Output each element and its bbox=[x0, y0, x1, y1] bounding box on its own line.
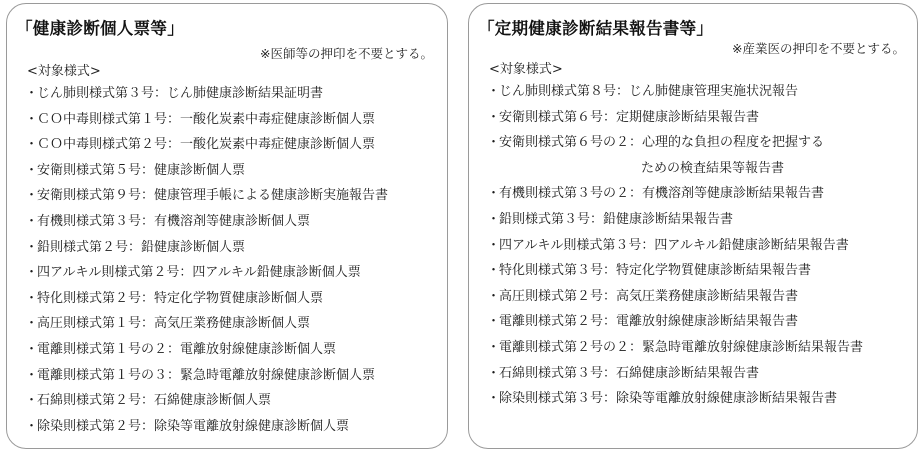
list-item bbox=[487, 210, 913, 236]
list-item bbox=[25, 263, 443, 289]
list-item bbox=[25, 84, 443, 110]
bullet: ・ bbox=[487, 314, 501, 330]
bullet: ・ bbox=[487, 339, 501, 355]
list-item bbox=[487, 287, 913, 313]
form-list bbox=[487, 82, 913, 415]
list-item-text: 石綿則様式第３号：石綿健康診断結果報告書 bbox=[499, 365, 760, 381]
bullet: ・ bbox=[487, 135, 501, 151]
list-item-text: ＣＯ中毒則様式第２号：一酸化炭素中毒症健康診断個人票 bbox=[37, 137, 376, 153]
list-item bbox=[25, 212, 443, 238]
list-item-text: 有機則様式第３号の２：有機溶剤等健康診断結果報告書 bbox=[499, 186, 825, 202]
bullet: ・ bbox=[487, 186, 501, 202]
bullet: ・ bbox=[487, 391, 501, 407]
list-item bbox=[25, 314, 443, 340]
panel-title: 「定期健康診断結果報告書等」 bbox=[478, 19, 714, 38]
list-item bbox=[25, 417, 443, 443]
list-item-text: 電離則様式第２号：電離放射線健康診断結果報告書 bbox=[499, 314, 799, 330]
list-item bbox=[487, 338, 913, 364]
list-item bbox=[487, 133, 913, 159]
bullet: ・ bbox=[487, 263, 501, 279]
bullet: ・ bbox=[25, 86, 39, 101]
list-item-text: 特化則様式第２号：特定化学物質健康診断個人票 bbox=[37, 290, 324, 306]
list-item-text: 石綿則様式第２号：石綿健康診断個人票 bbox=[37, 393, 272, 409]
list-item-text: 鉛則様式第３号：鉛健康診断結果報告書 bbox=[499, 211, 734, 227]
bullet: ・ bbox=[25, 418, 39, 434]
list-item-text: 鉛則様式第２号：鉛健康診断個人票 bbox=[37, 239, 246, 255]
list-item-text: 安衛則様式第６号の２：心理的な負担の程度を把握する bbox=[499, 135, 825, 151]
list-item bbox=[487, 108, 913, 134]
list-item bbox=[487, 261, 913, 287]
list-item bbox=[25, 161, 443, 187]
bullet: ・ bbox=[25, 213, 39, 229]
seal-note: ※産業医の押印を不要とする。 bbox=[732, 41, 905, 56]
list-item bbox=[487, 389, 913, 415]
form-list bbox=[25, 84, 443, 442]
bullet: ・ bbox=[25, 111, 39, 127]
bullet: ・ bbox=[25, 290, 39, 306]
list-item bbox=[487, 236, 913, 262]
list-item bbox=[25, 366, 443, 392]
bullet: ・ bbox=[25, 137, 39, 153]
list-item-text: 四アルキル則様式第２号：四アルキル鉛健康診断個人票 bbox=[37, 265, 361, 281]
bullet: ・ bbox=[487, 109, 501, 125]
list-item-text: 除染則様式第２号：除染等電離放射線健康診断個人票 bbox=[37, 418, 350, 434]
list-item-text: 有機則様式第３号：有機溶剤等健康診断個人票 bbox=[37, 213, 311, 229]
bullet: ・ bbox=[487, 211, 501, 227]
list-item bbox=[25, 186, 443, 212]
bullet: ・ bbox=[25, 316, 39, 332]
list-item-text: 電離則様式第１号の２：電離放射線健康診断個人票 bbox=[37, 341, 337, 357]
list-item bbox=[487, 82, 913, 108]
bullet: ・ bbox=[25, 367, 39, 383]
list-item-text: じん肺則様式第３号：じん肺健康診断結果証明書 bbox=[37, 86, 324, 101]
target-forms-heading: <対象様式> bbox=[489, 62, 563, 77]
list-item bbox=[25, 391, 443, 417]
list-item bbox=[487, 184, 913, 210]
bullet: ・ bbox=[25, 239, 39, 255]
list-item-text: 安衛則様式第５号：健康診断個人票 bbox=[37, 162, 246, 178]
list-item-text: 電離則様式第１号の３：緊急時電離放射線健康診断個人票 bbox=[37, 367, 376, 383]
list-item-text: 高圧則様式第１号：高気圧業務健康診断個人票 bbox=[37, 316, 311, 332]
list-item bbox=[25, 238, 443, 264]
list-item-text: じん肺則様式第８号：じん肺健康管理実施状況報告 bbox=[499, 84, 799, 99]
list-item-text: 除染則様式第３号：除染等電離放射線健康診断結果報告書 bbox=[499, 391, 838, 407]
list-item bbox=[25, 110, 443, 136]
bullet: ・ bbox=[25, 265, 39, 281]
panel-health-exam-records bbox=[6, 3, 448, 449]
target-forms-heading: <対象様式> bbox=[27, 64, 101, 79]
bullet: ・ bbox=[25, 393, 39, 409]
list-item-text: 安衛則様式第９号：健康管理手帳による健康診断実施報告書 bbox=[37, 188, 389, 204]
seal-note: ※医師等の押印を不要とする。 bbox=[260, 46, 433, 61]
bullet: ・ bbox=[487, 237, 501, 253]
bullet: ・ bbox=[25, 341, 39, 357]
panel-title: 「健康診断個人票等」 bbox=[16, 19, 184, 38]
bullet: ・ bbox=[487, 365, 501, 381]
list-item-text: 電離則様式第２号の２：緊急時電離放射線健康診断結果報告書 bbox=[499, 339, 864, 355]
list-item-text: 特化則様式第３号：特定化学物質健康診断結果報告書 bbox=[499, 263, 812, 279]
list-item-text: ための検査結果等報告書 bbox=[641, 160, 785, 176]
panel-periodic-exam-reports bbox=[468, 3, 918, 449]
list-item-text: 安衛則様式第６号：定期健康診断結果報告書 bbox=[499, 109, 760, 125]
list-item-text: 高圧則様式第２号：高気圧業務健康診断結果報告書 bbox=[499, 288, 799, 304]
list-item-continuation bbox=[487, 159, 913, 185]
list-item-text: 四アルキル則様式第３号：四アルキル鉛健康診断結果報告書 bbox=[499, 237, 849, 253]
list-item bbox=[25, 289, 443, 315]
list-item bbox=[487, 312, 913, 338]
bullet: ・ bbox=[487, 288, 501, 304]
bullet: ・ bbox=[25, 188, 39, 204]
bullet: ・ bbox=[487, 84, 501, 99]
list-item bbox=[25, 135, 443, 161]
list-item-text: ＣＯ中毒則様式第１号：一酸化炭素中毒症健康診断個人票 bbox=[37, 111, 376, 127]
bullet: ・ bbox=[25, 162, 39, 178]
list-item bbox=[487, 364, 913, 390]
list-item bbox=[25, 340, 443, 366]
